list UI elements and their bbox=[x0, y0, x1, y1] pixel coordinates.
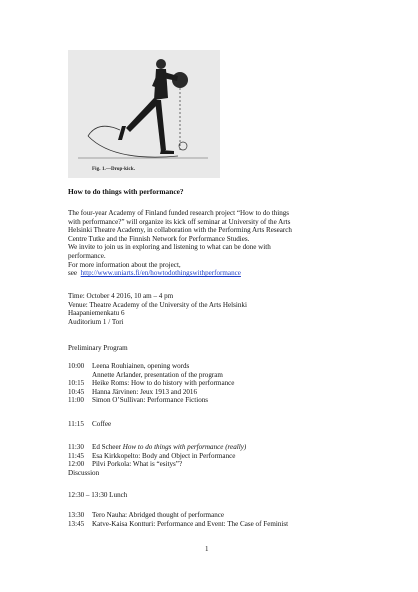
intro-line: We invite to join us in exploring and listening to what can be done with bbox=[68, 243, 271, 252]
detail-venue: Venue: Theatre Academy of the University of the Arts Helsinki bbox=[68, 300, 247, 309]
program-time: 13:45 bbox=[68, 519, 85, 528]
program-item bbox=[68, 460, 182, 469]
program-item-lunch: 12:30 – 13:30 Lunch bbox=[68, 491, 128, 499]
project-link[interactable]: http://www.uniarts.fi/en/howtodothingswithperformance bbox=[80, 269, 241, 278]
intro-line: performance. bbox=[68, 252, 106, 260]
intro-line: Helsinki Theatre Academy, in collaboration with the Performing Arts Research bbox=[68, 226, 292, 235]
program-time: 10:15 bbox=[68, 379, 85, 388]
program-text: Simon O’Sullivan: Performance Fictions bbox=[92, 396, 209, 405]
program-item bbox=[68, 379, 234, 388]
program-text-italic: How to do things with performance (really) bbox=[122, 443, 247, 451]
figure-caption: Fig. 1.—Drop-kick. bbox=[92, 167, 136, 172]
program-item bbox=[68, 520, 288, 529]
program-item bbox=[68, 511, 224, 520]
program-item bbox=[68, 396, 208, 405]
program-time: 11:30 bbox=[68, 443, 84, 451]
document-title: How to do things with performance? bbox=[68, 187, 184, 196]
program-text: Hanna Järvinen: Jeux 1913 and 2016 bbox=[92, 387, 198, 396]
program-time: 11:45 bbox=[68, 451, 84, 460]
intro-line: The four-year Academy of Finland funded research project “How to do things bbox=[68, 209, 290, 217]
program-text: Tero Nauha: Abridged thought of performance bbox=[92, 511, 225, 519]
program-text: Leena Rouhiainen, opening words bbox=[92, 362, 190, 370]
detail-room: Auditorium 1 / Tori bbox=[68, 317, 124, 326]
program-text: Annette Arlander, presentation of the program bbox=[92, 370, 223, 379]
program-time: 10:00 bbox=[68, 362, 85, 370]
program-time: 10:45 bbox=[68, 387, 85, 396]
program-item bbox=[68, 362, 189, 371]
drop-kick-illustration bbox=[68, 50, 220, 178]
discussion: Discussion bbox=[68, 468, 100, 477]
intro-line: Centre Tutke and the Finnish Network for Performance Studies. bbox=[68, 234, 250, 243]
program-text: Heike Roms: How to do history with performance bbox=[92, 379, 235, 388]
program-text: Ed Scheer bbox=[92, 443, 123, 451]
detail-time: Time: October 4 2016, 10 am – 4 pm bbox=[68, 292, 174, 300]
drop-kick-drawing bbox=[68, 50, 220, 178]
program-heading: Preliminary Program bbox=[68, 344, 128, 352]
detail-address: Haapaniemenkatu 6 bbox=[68, 309, 125, 318]
program-text: Coffee bbox=[92, 420, 112, 428]
program-time: 11:15 bbox=[68, 420, 84, 428]
intro-line: For more information about the project, bbox=[68, 260, 181, 269]
see-link-line bbox=[68, 269, 241, 278]
program-item-coffee bbox=[68, 420, 111, 429]
intro-line: with performance?” will organize its kick off seminar at University of the Arts bbox=[68, 217, 291, 226]
see-label: see bbox=[68, 269, 78, 278]
page-number: 1 bbox=[205, 545, 209, 553]
program-item bbox=[68, 443, 246, 452]
program-item bbox=[68, 388, 197, 397]
program-item bbox=[68, 452, 235, 461]
program-text: Katve-Kaisa Kontturi: Performance and Event: The Case of Feminist bbox=[92, 519, 289, 528]
program-text: Pilvi Porkola: What is “esitys”? bbox=[92, 460, 183, 469]
program-time: 13:30 bbox=[68, 511, 85, 519]
program-text: Esa Kirkkopelto: Body and Object in Performance bbox=[92, 451, 236, 460]
program-time: 11:00 bbox=[68, 396, 84, 405]
program-time: 12:00 bbox=[68, 460, 85, 469]
